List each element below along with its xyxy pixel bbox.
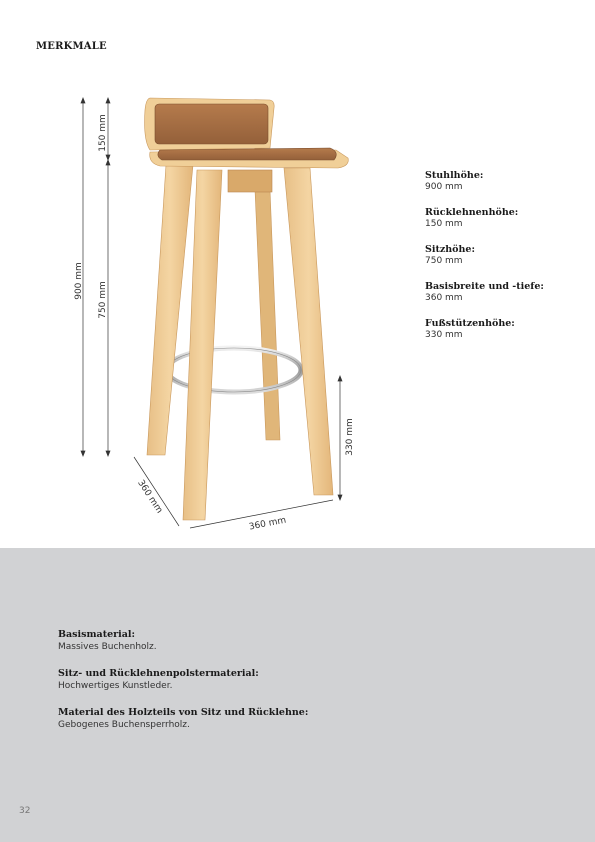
dim-label-900: 900 mm — [74, 262, 84, 300]
material-label: Material des Holzteils von Sitz und Rücklehne: — [58, 707, 309, 718]
material-value: Gebogenes Buchensperrholz. — [58, 720, 190, 730]
section-title: MERKMALE — [36, 41, 107, 52]
dim-label-330: 330 mm — [345, 418, 355, 456]
material-item — [58, 668, 538, 692]
spec-label: Basisbreite und -tiefe: — [425, 281, 544, 292]
material-label: Basismaterial: — [58, 629, 136, 640]
spec-value: 900 mm — [425, 182, 463, 192]
material-value: Massives Buchenholz. — [58, 642, 157, 652]
dim-label-750: 750 mm — [98, 281, 108, 319]
spec-value: 360 mm — [425, 293, 463, 303]
spec-label: Fußstützenhöhe: — [425, 318, 515, 329]
spec-item — [425, 318, 585, 341]
spec-list — [425, 170, 585, 355]
spec-label: Rücklehnenhöhe: — [425, 207, 519, 218]
material-item — [58, 629, 538, 653]
spec-item — [425, 170, 585, 193]
material-item — [58, 707, 538, 731]
spec-label: Stuhlhöhe: — [425, 170, 484, 181]
materials-list — [58, 629, 538, 746]
spec-item — [425, 281, 585, 304]
spec-item — [425, 207, 585, 230]
material-label: Sitz- und Rücklehnenpolstermaterial: — [58, 668, 259, 679]
material-value: Hochwertiges Kunstleder. — [58, 681, 173, 691]
bar-stool-illustration — [145, 98, 349, 520]
spec-label: Sitzhöhe: — [425, 244, 475, 255]
dim-label-150: 150 mm — [98, 114, 108, 152]
dim-label-depth: 360 mm — [135, 478, 165, 516]
dim-label-width: 360 mm — [248, 515, 288, 533]
spec-item — [425, 244, 585, 267]
spec-value: 150 mm — [425, 219, 463, 229]
materials-panel — [0, 548, 595, 842]
page-number: 32 — [19, 806, 31, 816]
spec-value: 750 mm — [425, 256, 463, 266]
spec-value: 330 mm — [425, 330, 463, 340]
